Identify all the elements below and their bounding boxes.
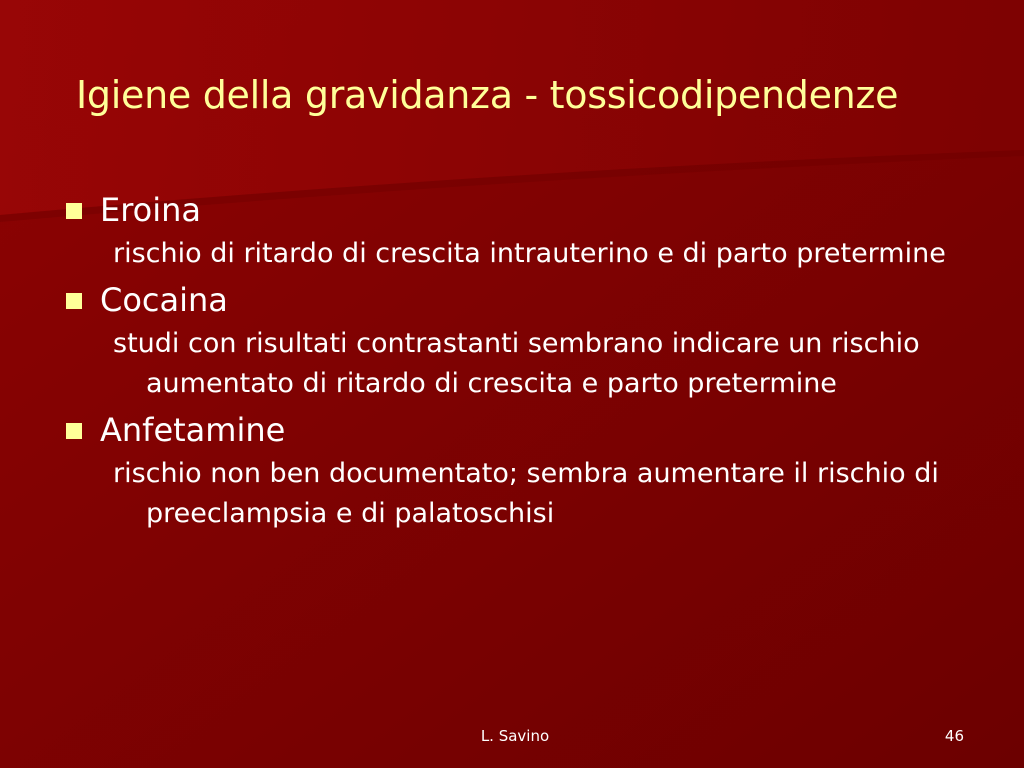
bullet-list xyxy=(62,188,962,538)
bullet-label: Anfetamine xyxy=(100,411,286,449)
bullet-label: Cocaina xyxy=(100,281,228,319)
bullet-item-cocaina xyxy=(62,278,962,324)
bullet-detail-cocaina: studi con risultati contrastanti sembrano indicare un rischio aumentato di ritardo di crescita e parto pretermine xyxy=(113,328,920,399)
slide-title: Igiene della gravidanza - tossicodipendenze xyxy=(76,73,899,117)
square-bullet-icon xyxy=(66,293,82,309)
bullet-detail-eroina: rischio di ritardo di crescita intrauterino e di parto pretermine xyxy=(113,238,946,269)
footer-author: L. Savino xyxy=(480,727,550,745)
bullet-label: Eroina xyxy=(100,191,202,229)
bullet-item-eroina xyxy=(62,188,962,234)
bullet-item-anfetamine xyxy=(62,408,962,454)
bullet-detail-anfetamine: rischio non ben documentato; sembra aumentare il rischio di preeclampsia e di palatoschisi xyxy=(113,458,939,529)
page-number: 46 xyxy=(944,727,964,745)
square-bullet-icon xyxy=(66,423,82,439)
square-bullet-icon xyxy=(66,203,82,219)
